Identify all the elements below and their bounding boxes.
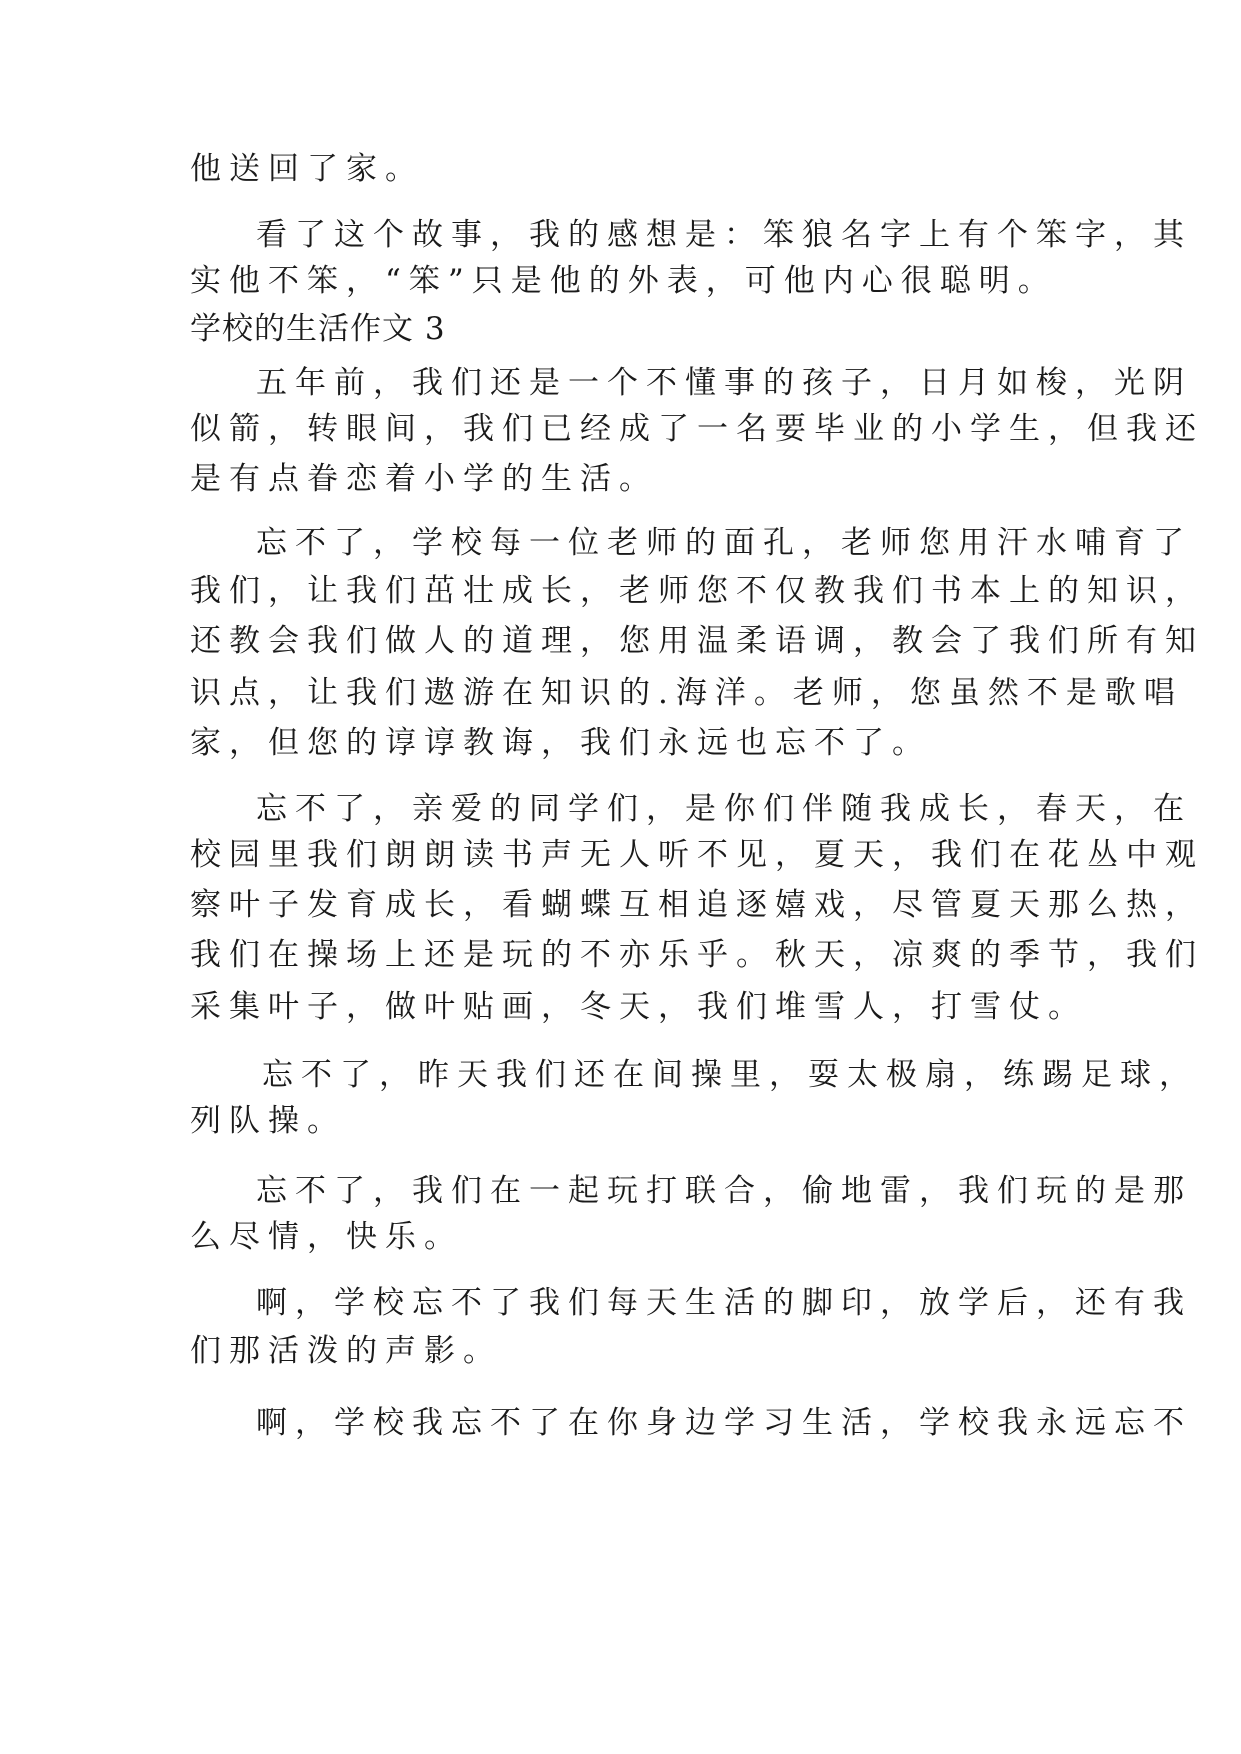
- text-line: 列队操。: [190, 1103, 346, 1139]
- text-line: 他送回了家。: [190, 151, 424, 187]
- text-line: 家，但您的谆谆教诲，我们永远也忘不了。: [190, 725, 931, 761]
- paragraph-start: 忘不了，昨天我们还在间操里，耍太极扇，练踢足球，: [262, 1057, 1198, 1093]
- section-heading: 学校的生活作文 3: [190, 311, 446, 347]
- text-line: 察叶子发育成长，看蝴蝶互相追逐嬉戏，尽管夏天那么热，: [190, 887, 1204, 923]
- text-line: 我们，让我们茁壮成长，老师您不仅教我们书本上的知识，: [190, 573, 1204, 609]
- paragraph-start: 忘不了，学校每一位老师的面孔，老师您用汗水哺育了: [256, 525, 1192, 561]
- paragraph-start: 忘不了，亲爱的同学们，是你们伴随我成长，春天，在: [256, 791, 1192, 827]
- text-line: 我们在操场上还是玩的不亦乐乎。秋天，凉爽的季节，我们: [190, 937, 1204, 973]
- text-line: 似箭，转眼间，我们已经成了一名要毕业的小学生，但我还: [190, 411, 1204, 447]
- text-line: 实他不笨，“笨”只是他的外表，可他内心很聪明。: [190, 263, 1057, 299]
- paragraph-start: 看了这个故事，我的感想是：笨狼名字上有个笨字，其: [256, 217, 1192, 253]
- paragraph-start: 啊，学校忘不了我们每天生活的脚印，放学后，还有我: [256, 1285, 1192, 1321]
- text-line: 是有点眷恋着小学的生活。: [190, 461, 658, 497]
- paragraph-start: 五年前，我们还是一个不懂事的孩子，日月如梭，光阴: [256, 365, 1192, 401]
- paragraph-start: 忘不了，我们在一起玩打联合，偷地雷，我们玩的是那: [256, 1173, 1192, 1209]
- text-line: 还教会我们做人的道理，您用温柔语调，教会了我们所有知: [190, 623, 1204, 659]
- text-line: 采集叶子，做叶贴画，冬天，我们堆雪人，打雪仗。: [190, 989, 1087, 1025]
- text-line: 么尽情，快乐。: [190, 1219, 463, 1255]
- text-line: 识点，让我们遨游在知识的.海洋。老师，您虽然不是歌唱: [190, 675, 1183, 711]
- paragraph-start: 啊，学校我忘不了在你身边学习生活，学校我永远忘不: [256, 1405, 1192, 1441]
- text-line: 们那活泼的声影。: [190, 1333, 502, 1369]
- text-line: 校园里我们朗朗读书声无人听不见，夏天，我们在花丛中观: [190, 837, 1204, 873]
